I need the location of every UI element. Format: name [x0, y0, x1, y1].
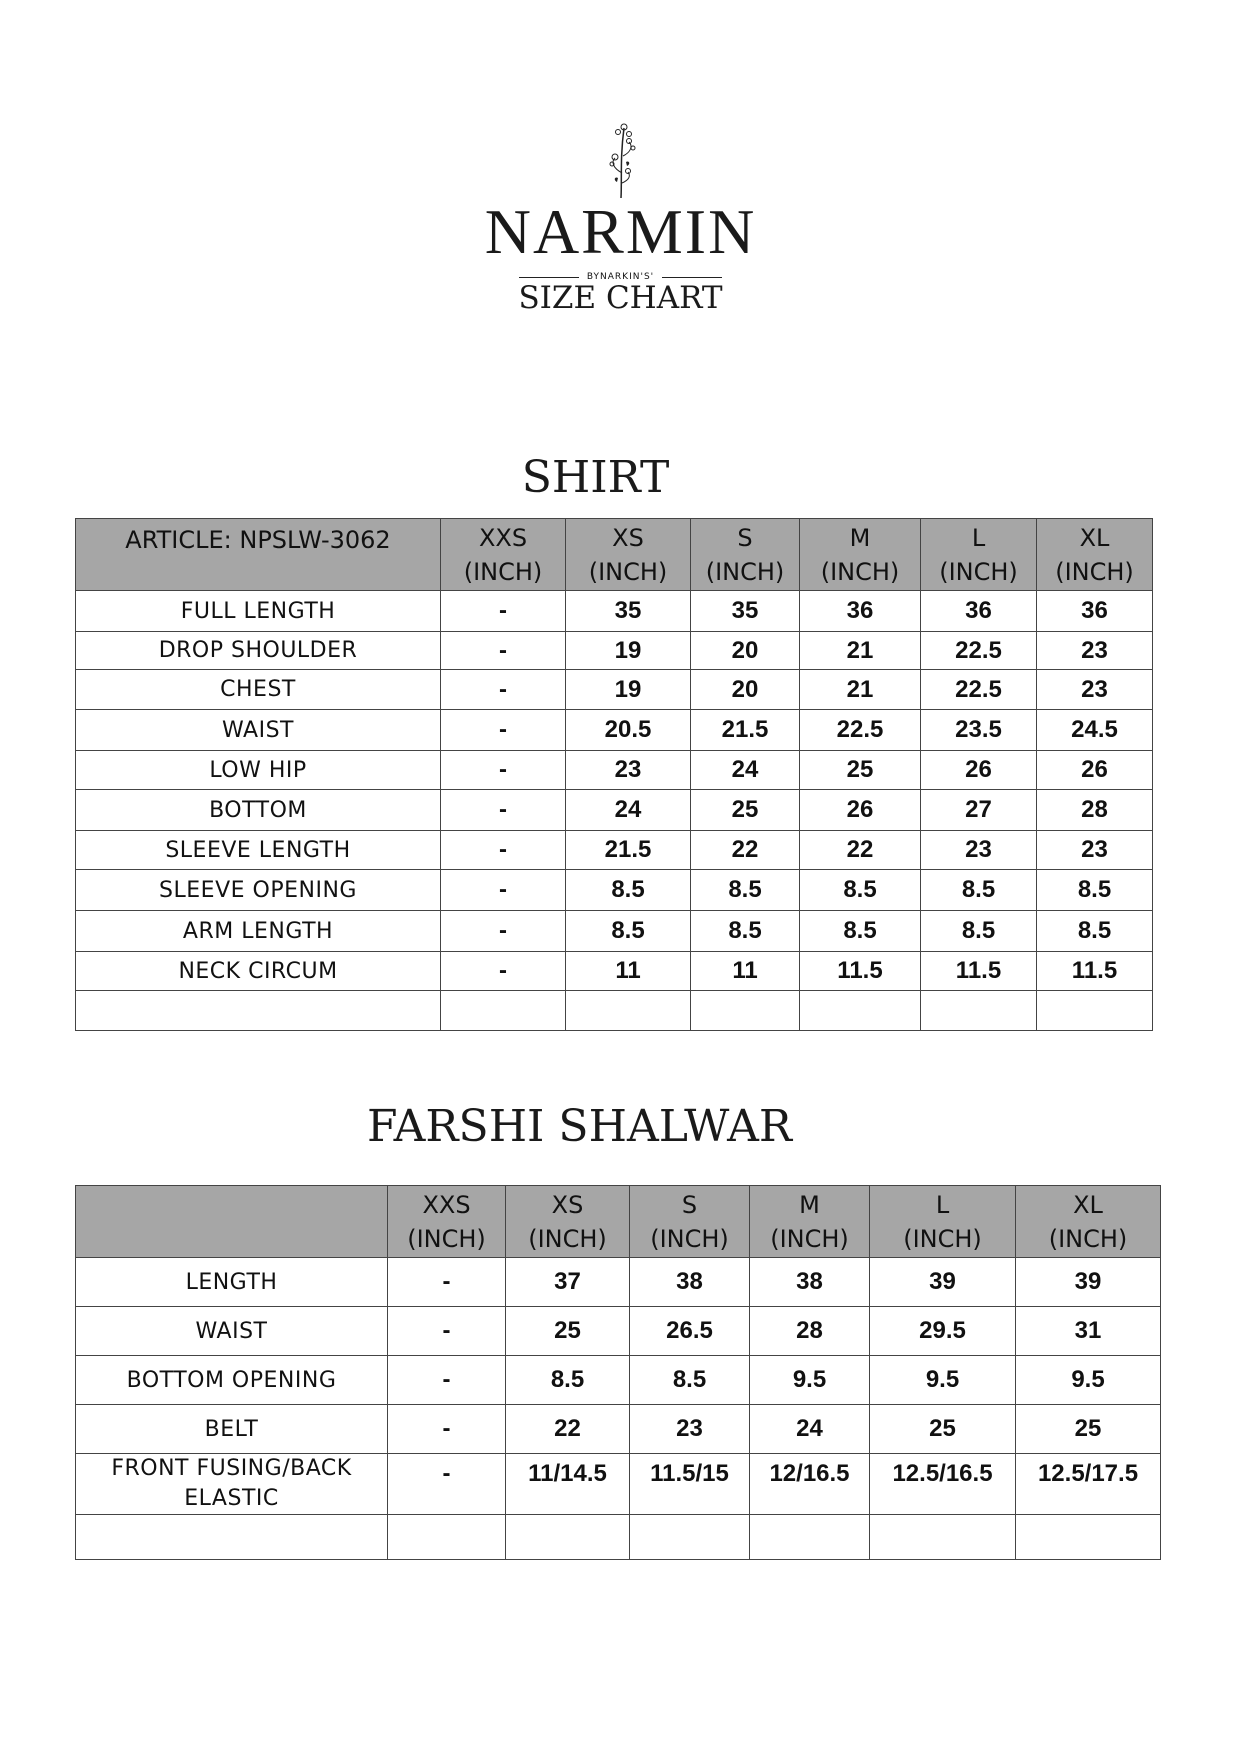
empty-cell: [1016, 1515, 1161, 1560]
table-row: [76, 1454, 1161, 1515]
empty-cell: [506, 1515, 630, 1560]
table-cell: 21.5: [691, 710, 800, 751]
size-label: M: [849, 523, 871, 552]
table-row: [76, 870, 1153, 911]
table-cell: 39: [870, 1258, 1016, 1307]
table-cell: 8.5: [691, 911, 800, 952]
size-label: XL: [1079, 523, 1110, 552]
size-header-l: [921, 519, 1037, 591]
table-cell: 20: [691, 632, 800, 670]
table-cell: 11/14.5: [506, 1454, 630, 1515]
table-cell: 26: [800, 790, 921, 831]
size-label: L: [971, 523, 986, 552]
table-cell: 24: [566, 790, 691, 831]
table-cell: 19: [566, 670, 691, 710]
measurement-label: FULL LENGTH: [76, 591, 441, 632]
table-cell: 20.5: [566, 710, 691, 751]
table-cell: 11.5: [921, 952, 1037, 991]
empty-cell: [388, 1515, 506, 1560]
size-header-m: [750, 1186, 870, 1258]
measurement-label: WAIST: [76, 1307, 388, 1356]
size-header-xs: [506, 1186, 630, 1258]
measurement-label: SLEEVE OPENING: [76, 870, 441, 911]
table-cell: -: [388, 1454, 506, 1515]
size-label: XL: [1073, 1190, 1103, 1219]
table-cell: -: [388, 1356, 506, 1405]
empty-cell: [441, 991, 566, 1031]
table-cell: 26: [1037, 751, 1153, 790]
table-cell: -: [441, 911, 566, 952]
table-row: [76, 632, 1153, 670]
size-label: XXS: [422, 1190, 471, 1219]
table-cell: 8.5: [921, 911, 1037, 952]
measurement-label: DROP SHOULDER: [76, 632, 441, 670]
table-cell: 8.5: [566, 870, 691, 911]
table-cell: 8.5: [691, 870, 800, 911]
table-cell: 8.5: [566, 911, 691, 952]
table-cell: 21: [800, 670, 921, 710]
table-cell: 23.5: [921, 710, 1037, 751]
table-cell: 35: [691, 591, 800, 632]
floral-sprig-icon: [591, 118, 651, 198]
empty-cell: [1037, 991, 1153, 1031]
table-cell: 8.5: [630, 1356, 750, 1405]
measurement-label: BOTTOM: [76, 790, 441, 831]
size-header-xxs: [441, 519, 566, 591]
table-cell: 24.5: [1037, 710, 1153, 751]
table-cell: 23: [1037, 831, 1153, 870]
table-row: [76, 751, 1153, 790]
table-row: [76, 591, 1153, 632]
table-cell: 25: [1016, 1405, 1161, 1454]
shirt-section-title: SHIRT: [521, 452, 670, 503]
unit-label: (INCH): [528, 1224, 607, 1253]
table-cell: 12.5/17.5: [1016, 1454, 1161, 1515]
unit-label: (INCH): [407, 1224, 486, 1253]
unit-label: (INCH): [705, 557, 785, 586]
table-cell: 36: [1037, 591, 1153, 632]
size-label: XS: [551, 1190, 584, 1219]
table-cell: 9.5: [870, 1356, 1016, 1405]
measurement-label: CHEST: [76, 670, 441, 710]
table-row: [76, 670, 1153, 710]
table-cell: -: [441, 632, 566, 670]
table-cell: -: [441, 952, 566, 991]
table-cell: -: [388, 1405, 506, 1454]
brand-name: NARMIN: [484, 196, 757, 267]
measurement-label: [76, 1454, 388, 1515]
table-cell: 31: [1016, 1307, 1161, 1356]
measurement-label: SLEEVE LENGTH: [76, 831, 441, 870]
table-cell: 22: [691, 831, 800, 870]
table-cell: -: [441, 831, 566, 870]
unit-label: (INCH): [903, 1224, 982, 1253]
table-row: [76, 952, 1153, 991]
size-header-xs: [566, 519, 691, 591]
unit-label: (INCH): [820, 557, 900, 586]
table-cell: 22: [800, 831, 921, 870]
table-cell: -: [441, 710, 566, 751]
table-cell: 19: [566, 632, 691, 670]
table-cell: 26: [921, 751, 1037, 790]
table-cell: 8.5: [800, 911, 921, 952]
table-cell: 23: [921, 831, 1037, 870]
table-row: [76, 911, 1153, 952]
table-cell: 35: [566, 591, 691, 632]
table-cell: 28: [750, 1307, 870, 1356]
table-cell: -: [441, 790, 566, 831]
table-cell: 36: [800, 591, 921, 632]
table-cell: 22.5: [800, 710, 921, 751]
table-cell: 26.5: [630, 1307, 750, 1356]
article-code: ARTICLE: NPSLW-3062: [76, 519, 441, 591]
empty-cell: [566, 991, 691, 1031]
brand-logo: [0, 118, 1241, 282]
table-cell: 8.5: [506, 1356, 630, 1405]
table-cell: 24: [750, 1405, 870, 1454]
shalwar-section-title: FARSHI SHALWAR: [366, 1101, 793, 1152]
table-cell: 24: [691, 751, 800, 790]
table-row: [76, 831, 1153, 870]
empty-cell: [750, 1515, 870, 1560]
empty-cell: [76, 1515, 388, 1560]
table-cell: 8.5: [800, 870, 921, 911]
table-cell: 11: [566, 952, 691, 991]
label-line-1: FRONT FUSING/BACK: [111, 1456, 352, 1481]
unit-label: (INCH): [770, 1224, 849, 1253]
empty-row: [76, 1515, 1161, 1560]
table-cell: 28: [1037, 790, 1153, 831]
empty-cell: [76, 991, 441, 1031]
table-cell: 37: [506, 1258, 630, 1307]
table-cell: 12/16.5: [750, 1454, 870, 1515]
size-header-s: [630, 1186, 750, 1258]
table-cell: 11.5/15: [630, 1454, 750, 1515]
table-cell: 8.5: [1037, 870, 1153, 911]
empty-cell: [870, 1515, 1016, 1560]
table-cell: 8.5: [921, 870, 1037, 911]
table-row: [76, 790, 1153, 831]
empty-cell: [921, 991, 1037, 1031]
table-cell: 25: [691, 790, 800, 831]
page-subtitle: SIZE CHART: [518, 280, 723, 316]
table-cell: 20: [691, 670, 800, 710]
table-row: [76, 1258, 1161, 1307]
size-header-xxs: [388, 1186, 506, 1258]
shalwar-size-table: [75, 1185, 1161, 1560]
shirt-size-table: [75, 518, 1153, 1031]
table-cell: 38: [750, 1258, 870, 1307]
measurement-label: LOW HIP: [76, 751, 441, 790]
table-cell: -: [441, 591, 566, 632]
table-cell: 12.5/16.5: [870, 1454, 1016, 1515]
measurement-label: LENGTH: [76, 1258, 388, 1307]
size-label: M: [799, 1190, 820, 1219]
size-label: S: [737, 523, 753, 552]
table-cell: 23: [1037, 670, 1153, 710]
table-cell: 27: [921, 790, 1037, 831]
table-row: [76, 1405, 1161, 1454]
unit-label: (INCH): [1048, 1224, 1128, 1253]
empty-row: [76, 991, 1153, 1031]
size-header-xl: [1037, 519, 1153, 591]
table-cell: 23: [566, 751, 691, 790]
size-label: XS: [612, 523, 644, 552]
size-label: L: [935, 1190, 950, 1219]
table-cell: 11.5: [1037, 952, 1153, 991]
table-cell: 25: [800, 751, 921, 790]
table-cell: 23: [1037, 632, 1153, 670]
unit-label: (INCH): [1055, 557, 1134, 586]
table-cell: 22.5: [921, 632, 1037, 670]
label-line-2: ELASTIC: [184, 1486, 279, 1511]
shalwar-header-row: [76, 1186, 1161, 1258]
table-cell: 22.5: [921, 670, 1037, 710]
table-cell: -: [441, 670, 566, 710]
byline-rule-left: [519, 277, 579, 278]
table-cell: 21: [800, 632, 921, 670]
size-label: S: [681, 1190, 698, 1219]
table-cell: 21.5: [566, 831, 691, 870]
table-cell: 29.5: [870, 1307, 1016, 1356]
table-cell: 8.5: [1037, 911, 1153, 952]
table-cell: 9.5: [1016, 1356, 1161, 1405]
table-cell: -: [388, 1307, 506, 1356]
table-cell: 36: [921, 591, 1037, 632]
measurement-label: WAIST: [76, 710, 441, 751]
table-cell: 22: [506, 1405, 630, 1454]
size-header-l: [870, 1186, 1016, 1258]
unit-label: (INCH): [463, 557, 543, 586]
measurement-label: NECK CIRCUM: [76, 952, 441, 991]
shirt-header-row: [76, 519, 1153, 591]
byline-text: BYNARKIN'S': [586, 272, 655, 282]
table-cell: -: [441, 751, 566, 790]
table-cell: 23: [630, 1405, 750, 1454]
unit-label: (INCH): [650, 1224, 729, 1253]
empty-cell: [630, 1515, 750, 1560]
table-cell: -: [441, 870, 566, 911]
empty-cell: [800, 991, 921, 1031]
byline-rule-right: [662, 277, 722, 278]
table-cell: 11.5: [800, 952, 921, 991]
table-cell: 25: [506, 1307, 630, 1356]
unit-label: (INCH): [588, 557, 668, 586]
measurement-label: BOTTOM OPENING: [76, 1356, 388, 1405]
table-row: [76, 1307, 1161, 1356]
size-header-xl: [1016, 1186, 1161, 1258]
size-header-m: [800, 519, 921, 591]
table-row: [76, 1356, 1161, 1405]
table-cell: 11: [691, 952, 800, 991]
measurement-label: ARM LENGTH: [76, 911, 441, 952]
blank-header-cell: [76, 1186, 388, 1258]
size-header-s: [691, 519, 800, 591]
table-cell: -: [388, 1258, 506, 1307]
table-cell: 25: [870, 1405, 1016, 1454]
unit-label: (INCH): [939, 557, 1018, 586]
table-row: [76, 710, 1153, 751]
measurement-label: BELT: [76, 1405, 388, 1454]
table-cell: 9.5: [750, 1356, 870, 1405]
size-label: XXS: [478, 523, 528, 552]
empty-cell: [691, 991, 800, 1031]
table-cell: 38: [630, 1258, 750, 1307]
table-cell: 39: [1016, 1258, 1161, 1307]
